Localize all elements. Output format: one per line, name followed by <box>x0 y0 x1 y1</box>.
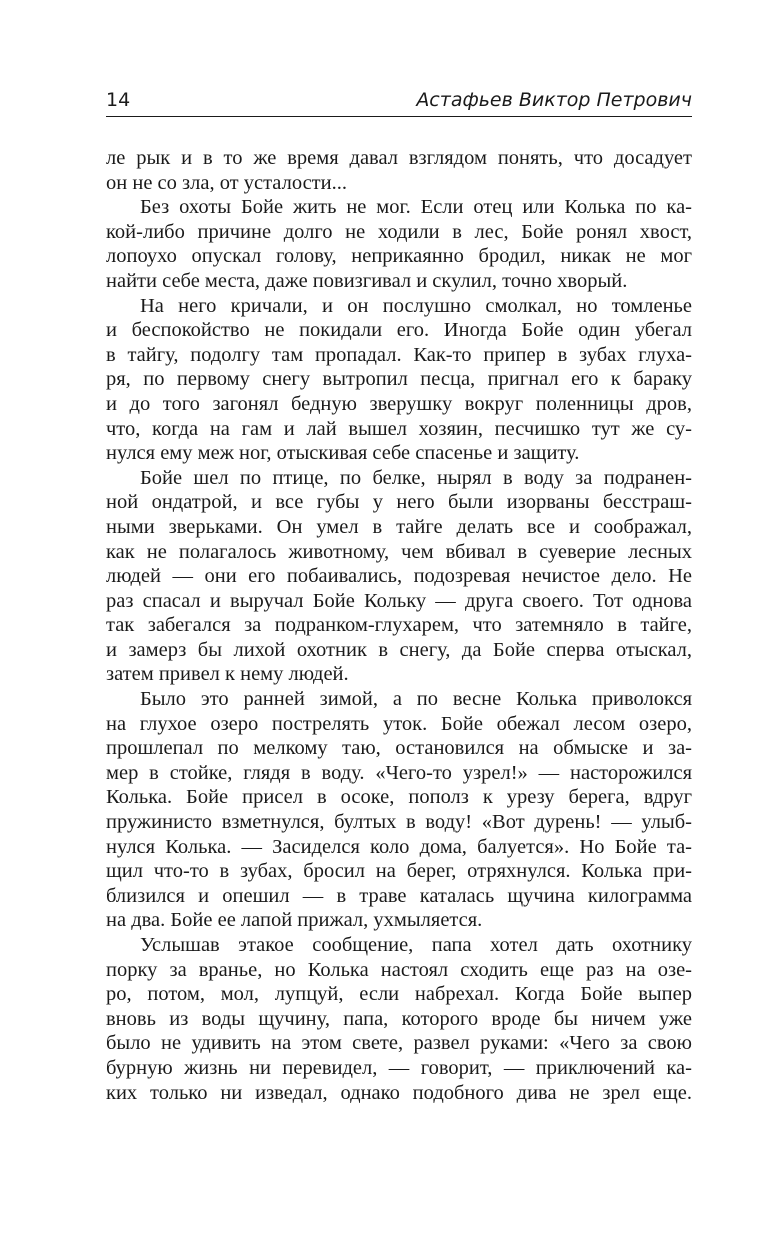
text-line: вновь из воды щучину, папа, которого вроде бы ничем уже <box>106 1007 692 1030</box>
text-line: Без охоты Бойе жить не мог. Если отец или Колька по ка- <box>140 196 692 219</box>
text-line: ких только ни изведал, однако подобного дива не зрел еще. <box>106 1081 692 1104</box>
body-text <box>106 146 692 1105</box>
text-line: раз спасал и выручал Бойе Кольку — друга своего. Тот однова <box>106 589 692 612</box>
text-line: порку за вранье, но Колька настоял сходить еще раз на озе- <box>106 958 692 981</box>
paragraph <box>106 146 692 195</box>
text-line: найти себе места, даже повизгивал и скулил, точно хворый. <box>106 269 628 292</box>
text-line: лопоухо опускал голову, неприкаянно бродил, никак не мог <box>106 245 692 268</box>
text-line: кой-либо причине долго не ходили в лес, Бойе ронял хвост, <box>106 220 692 243</box>
text-line: нулся ему меж ног, отыскивая себе спасенье и защиту. <box>106 442 580 465</box>
text-line: ря, по первому снегу вытропил песца, пригнал его к бараку <box>106 368 692 391</box>
text-line: в тайгу, подолгу там пропадал. Как-то припер в зубах глуха- <box>106 343 692 366</box>
text-line: и беспокойство не покидали его. Иногда Бойе один убегал <box>106 319 692 342</box>
text-line: На него кричали, и он послушно смолкал, но томленье <box>140 294 692 317</box>
text-line: Услышав этакое сообщение, папа хотел дать охотнику <box>140 934 692 956</box>
text-line: затем привел к нему людей. <box>106 663 349 686</box>
text-line: ро, потом, мол, лупцуй, если набрехал. Когда Бойе выпер <box>106 983 692 1006</box>
page-header <box>106 86 692 117</box>
text-line: ной ондатрой, и все губы у него были изорваны бесстраш- <box>106 491 692 514</box>
text-line: и до того загонял бедную зверушку вокруг поленницы дров, <box>106 392 692 415</box>
text-line: мер в стойке, глядя в воду. «Чего-то узрел!» — насторожился <box>106 761 692 784</box>
running-head-author: Астафьев Виктор Петрович <box>416 89 692 111</box>
text-line: бурную жизнь ни перевидел, — говорит, — приключений ка- <box>106 1056 692 1079</box>
text-line: и замерз бы лихой охотник в снегу, да Бойе сперва отыскал, <box>106 638 692 661</box>
text-line: ле рык и в то же время давал взглядом понять, что досадует <box>106 147 692 169</box>
text-line: как не полагалось животному, чем вбивал в суеверие лесных <box>106 540 692 563</box>
text-line: так забегался за подранком-глухарем, что затемняло в тайге, <box>106 614 692 637</box>
text-line: он не со зла, от усталости... <box>106 171 347 194</box>
text-line: близился и опешил — в траве каталась щучина килограмма <box>106 884 692 907</box>
text-line: пружинисто взметнулся, бултых в воду! «Вот дурень! — улыб- <box>106 811 692 834</box>
text-line: Колька. Бойе присел в осоке, пополз к урезу берега, вдруг <box>106 786 692 809</box>
text-line: людей — они его побаивались, подозревая нечистое дело. Не <box>106 565 692 588</box>
paragraph <box>106 195 692 293</box>
paragraph <box>106 294 692 466</box>
paragraph <box>106 466 692 687</box>
text-line: на два. Бойе ее лапой прижал, ухмыляется. <box>106 909 483 932</box>
text-line: Бойе шел по птице, по белке, нырял в воду за подранен- <box>140 466 692 489</box>
text-line: было не удивить на этом свете, развел руками: «Чего за свою <box>106 1032 692 1055</box>
text-line: нулся Колька. — Засиделся коло дома, балуется». Но Бойе та- <box>106 835 692 858</box>
text-line: что, когда на гам и лай вышел хозяин, песчишко тут же су- <box>106 417 692 440</box>
text-line: щил что-то в зубах, бросил на берег, отряхнулся. Колька при- <box>106 860 692 883</box>
paragraph <box>106 687 692 933</box>
paragraph <box>106 933 692 1105</box>
page-number: 14 <box>106 89 131 111</box>
text-line: ными зверьками. Он умел в тайге делать все и соображал, <box>106 515 692 538</box>
text-line: Было это ранней зимой, а по весне Колька приволокся <box>140 688 692 711</box>
text-line: на глухое озеро пострелять уток. Бойе обежал лесом озеро, <box>106 712 692 735</box>
text-line: прошлепал по мелкому таю, остановился на обмыске и за- <box>106 737 692 760</box>
